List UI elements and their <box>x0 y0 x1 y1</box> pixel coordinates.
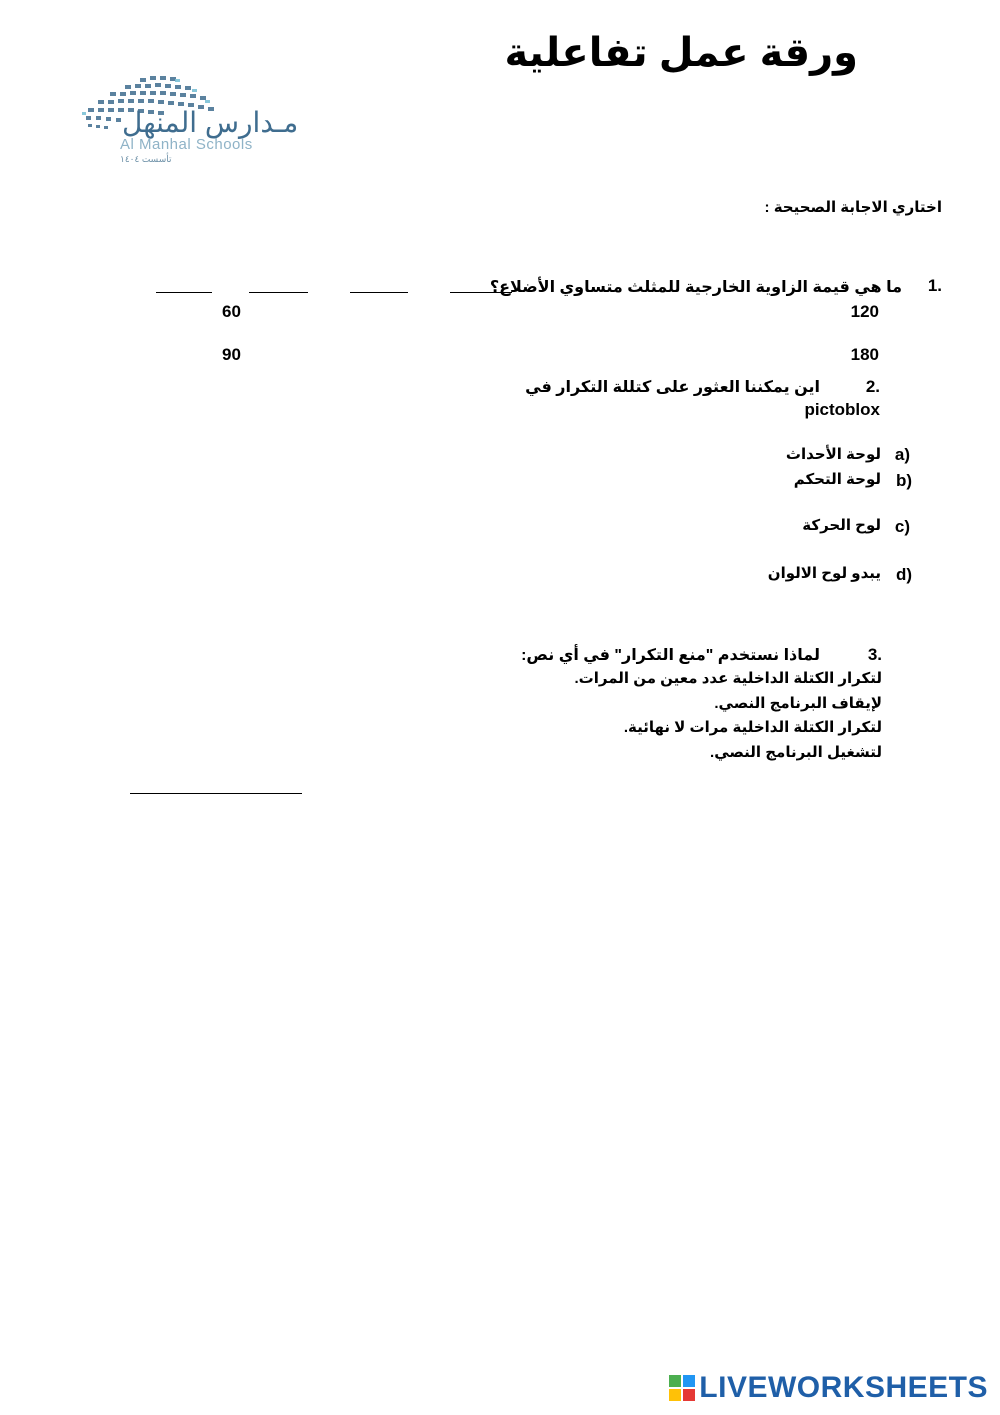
answer-blank-4[interactable] <box>156 292 212 293</box>
logo-english-text: Al Manhal Schools <box>120 136 253 153</box>
page-title: ورقة عمل تفاعلية <box>504 31 858 75</box>
option-a-text[interactable]: لوحة الأحداث <box>785 446 881 463</box>
logo-tagline: تأسست ١٤٠٤ <box>120 154 172 164</box>
q3-option-1[interactable]: لتكرار الكتلة الداخلية عدد معين من المرات. <box>574 670 882 687</box>
liveworksheets-text: LIVEWORKSHEETS <box>699 1371 988 1404</box>
option-c-letter: c) <box>894 517 910 536</box>
question-1-number: 1. <box>927 276 942 295</box>
option-180: 180 <box>850 345 879 364</box>
answer-blank-3[interactable] <box>249 292 308 293</box>
question-3-text: لماذا نستخدم "منع التكرار" في أي نص: <box>521 647 820 664</box>
option-b-letter: b) <box>895 471 912 490</box>
q3-option-2[interactable]: لإيقاف البرنامج النصي. <box>714 695 882 712</box>
school-logo <box>80 70 330 170</box>
question-2-text: اين يمكننا العثور على كتللة التكرار في <box>525 379 820 396</box>
answer-blank-1[interactable] <box>450 292 512 293</box>
option-60: 60 <box>222 302 241 321</box>
option-c-text[interactable]: لوح الحركة <box>802 517 881 534</box>
question-2-number: 2. <box>865 377 880 396</box>
option-120: 120 <box>850 302 879 321</box>
answer-blank-q3[interactable] <box>130 793 302 794</box>
question-1-text: ما هي قيمة الزاوية الخارجية للمثلث متساوي الأضلاع؟ <box>489 279 902 296</box>
liveworksheets-logo-icon <box>669 1375 695 1401</box>
option-d-text[interactable]: يبدو لوح الالوان <box>767 565 881 582</box>
question-2-text-en: pictoblox <box>804 400 880 419</box>
logo-arabic-text: مـدارس المنهل <box>122 107 299 138</box>
instruction-text: اختاري الاجابة الصحيحة : <box>764 199 942 216</box>
option-a-letter: a) <box>894 445 910 464</box>
liveworksheets-brand <box>669 1371 988 1405</box>
answer-blank-2[interactable] <box>350 292 408 293</box>
option-90: 90 <box>222 345 241 364</box>
q3-option-4[interactable]: لتشغيل البرنامج النصي. <box>710 744 882 761</box>
option-d-letter: d) <box>895 565 912 584</box>
option-b-text[interactable]: لوحة التحكم <box>793 471 881 488</box>
q3-option-3[interactable]: لتكرار الكتلة الداخلية مرات لا نهائية. <box>623 719 882 736</box>
question-3-number: 3. <box>867 645 882 664</box>
